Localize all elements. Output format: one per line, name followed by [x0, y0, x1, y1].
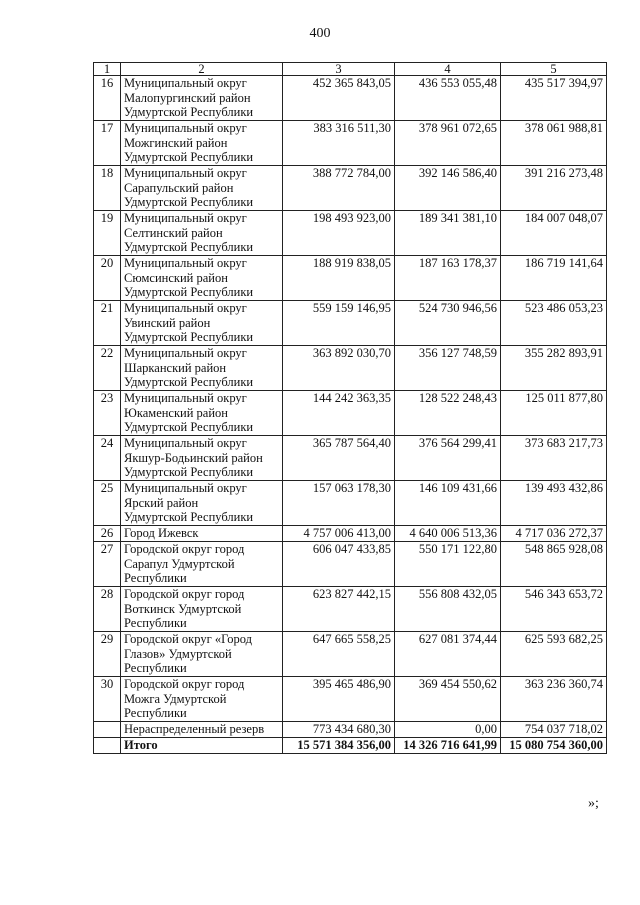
row-number: 29	[94, 632, 121, 677]
row-number: 27	[94, 542, 121, 587]
row-number: 17	[94, 121, 121, 166]
municipality-name-line: Муниципальный округ	[124, 391, 247, 405]
municipality-name	[121, 346, 283, 391]
amount-col-5: 373 683 217,73	[501, 436, 607, 481]
row-number: 30	[94, 677, 121, 722]
amount-col-5: 363 236 360,74	[501, 677, 607, 722]
municipality-name-line: Можгинский район	[124, 135, 228, 150]
row-number: 28	[94, 587, 121, 632]
municipality-name	[121, 391, 283, 436]
table-row	[94, 391, 607, 436]
municipality-name-line: Удмуртской Республики	[124, 240, 254, 254]
municipality-name-line: Юкаменский район	[124, 405, 228, 420]
row-number: 18	[94, 166, 121, 211]
municipality-name-line: Глазов» Удмуртской	[124, 646, 232, 661]
row-number: 19	[94, 211, 121, 256]
total-label: Итого	[121, 738, 283, 754]
amount-col-5: 378 061 988,81	[501, 121, 607, 166]
municipality-name-line: Удмуртской Республики	[124, 465, 254, 479]
amount-col-4: 376 564 299,41	[395, 436, 501, 481]
amount-col-4: 189 341 381,10	[395, 211, 501, 256]
amount-col-5: 391 216 273,48	[501, 166, 607, 211]
total-col-3: 15 571 384 356,00	[283, 738, 395, 754]
amount-col-4: 524 730 946,56	[395, 301, 501, 346]
municipality-name-line: Городской округ «Город	[124, 632, 252, 646]
municipality-name-line: Сарапул Удмуртской	[124, 556, 235, 571]
header-col-2: 2	[121, 63, 283, 76]
header-col-1: 1	[94, 63, 121, 76]
table-row	[94, 211, 607, 256]
municipality-name-line: Удмуртской Республики	[124, 105, 254, 119]
total-row	[94, 738, 607, 754]
municipality-name	[121, 526, 283, 542]
municipality-name-line: Городской округ город	[124, 587, 245, 601]
total-number-cell	[94, 738, 121, 754]
municipality-name	[121, 121, 283, 166]
table-body	[94, 76, 607, 738]
municipality-name	[121, 677, 283, 722]
amount-col-5: 125 011 877,80	[501, 391, 607, 436]
amount-col-3: 388 772 784,00	[283, 166, 395, 211]
table-row	[94, 526, 607, 542]
municipality-name	[121, 632, 283, 677]
total-col-4: 14 326 716 641,99	[395, 738, 501, 754]
amount-col-3: 647 665 558,25	[283, 632, 395, 677]
page-number: 400	[309, 26, 331, 41]
amount-col-4: 4 640 006 513,36	[395, 526, 501, 542]
amount-col-3: 773 434 680,30	[283, 722, 395, 738]
table-row	[94, 632, 607, 677]
closing-quote-mark: »;	[588, 796, 599, 811]
municipality-name-line: Республики	[124, 706, 187, 720]
amount-col-5: 548 865 928,08	[501, 542, 607, 587]
row-number: 16	[94, 76, 121, 121]
amount-col-3: 144 242 363,35	[283, 391, 395, 436]
municipality-name-line: Шарканский район	[124, 360, 227, 375]
municipality-name-line: Муниципальный округ	[124, 301, 247, 315]
municipality-name-line: Муниципальный округ	[124, 166, 247, 180]
municipality-name-line: Сарапульский район	[124, 180, 234, 195]
row-number	[94, 722, 121, 738]
municipality-name-line: Муниципальный округ	[124, 481, 247, 495]
header-col-5: 5	[501, 63, 607, 76]
municipality-name-line: Удмуртской Республики	[124, 375, 254, 389]
header-row	[94, 63, 607, 76]
municipality-name-line: Удмуртской Республики	[124, 330, 254, 344]
table-row	[94, 542, 607, 587]
municipality-name-line: Воткинск Удмуртской	[124, 601, 242, 616]
amount-col-5: 523 486 053,23	[501, 301, 607, 346]
table-row	[94, 587, 607, 632]
municipality-name-line: Муниципальный округ	[124, 256, 247, 270]
municipality-name-line: Город Ижевск	[124, 526, 199, 540]
amount-col-4: 356 127 748,59	[395, 346, 501, 391]
amount-col-4: 627 081 374,44	[395, 632, 501, 677]
municipality-name-line: Сюмсинский район	[124, 270, 228, 285]
municipality-name-line: Малопургинский район	[124, 90, 251, 105]
municipality-name	[121, 301, 283, 346]
amount-col-4: 0,00	[395, 722, 501, 738]
amount-col-5: 754 037 718,02	[501, 722, 607, 738]
table-row	[94, 166, 607, 211]
municipality-name-line: Муниципальный округ	[124, 346, 247, 360]
amount-col-3: 198 493 923,00	[283, 211, 395, 256]
table-row	[94, 76, 607, 121]
amount-col-3: 365 787 564,40	[283, 436, 395, 481]
municipality-name-line: Муниципальный округ	[124, 211, 247, 225]
municipality-name-line: Якшур-Бодьинский район	[124, 450, 263, 465]
row-number: 24	[94, 436, 121, 481]
header-col-4: 4	[395, 63, 501, 76]
municipality-name	[121, 256, 283, 301]
amount-col-3: 395 465 486,90	[283, 677, 395, 722]
table-row	[94, 722, 607, 738]
amount-col-3: 188 919 838,05	[283, 256, 395, 301]
amount-col-4: 392 146 586,40	[395, 166, 501, 211]
table-row	[94, 436, 607, 481]
municipality-name-line: Селтинский район	[124, 225, 223, 240]
municipality-name-line: Удмуртской Республики	[124, 285, 254, 299]
municipality-name-line: Увинский район	[124, 315, 211, 330]
table-row	[94, 677, 607, 722]
municipality-name-line: Городской округ город	[124, 542, 245, 556]
amount-col-4: 146 109 431,66	[395, 481, 501, 526]
amount-col-3: 157 063 178,30	[283, 481, 395, 526]
amount-col-5: 435 517 394,97	[501, 76, 607, 121]
municipality-name	[121, 481, 283, 526]
amount-col-3: 4 757 006 413,00	[283, 526, 395, 542]
amount-col-5: 139 493 432,86	[501, 481, 607, 526]
municipality-name	[121, 76, 283, 121]
municipality-name	[121, 436, 283, 481]
municipality-name-line: Удмуртской Республики	[124, 510, 254, 524]
amount-col-3: 606 047 433,85	[283, 542, 395, 587]
amount-col-4: 369 454 550,62	[395, 677, 501, 722]
municipality-name-line: Республики	[124, 616, 187, 630]
municipality-name	[121, 166, 283, 211]
municipality-name-line: Ярский район	[124, 495, 199, 510]
amount-col-5: 625 593 682,25	[501, 632, 607, 677]
municipality-name-line: Муниципальный округ	[124, 121, 247, 135]
amount-col-4: 187 163 178,37	[395, 256, 501, 301]
municipality-name-line: Республики	[124, 571, 187, 585]
municipality-name-line: Республики	[124, 661, 187, 675]
amount-col-4: 378 961 072,65	[395, 121, 501, 166]
amount-col-3: 623 827 442,15	[283, 587, 395, 632]
amount-col-5: 546 343 653,72	[501, 587, 607, 632]
amount-col-4: 550 171 122,80	[395, 542, 501, 587]
table-row	[94, 301, 607, 346]
table-row	[94, 256, 607, 301]
row-number: 20	[94, 256, 121, 301]
amount-col-3: 363 892 030,70	[283, 346, 395, 391]
total-col-5: 15 080 754 360,00	[501, 738, 607, 754]
row-number: 22	[94, 346, 121, 391]
row-number: 25	[94, 481, 121, 526]
table-row	[94, 481, 607, 526]
amount-col-3: 452 365 843,05	[283, 76, 395, 121]
municipality-name-line: Удмуртской Республики	[124, 420, 254, 434]
municipality-name-line: Городской округ город	[124, 677, 245, 691]
municipality-name	[121, 722, 283, 738]
row-number: 21	[94, 301, 121, 346]
row-number: 26	[94, 526, 121, 542]
amount-col-5: 355 282 893,91	[501, 346, 607, 391]
amount-col-3: 559 159 146,95	[283, 301, 395, 346]
municipality-name-line: Можга Удмуртской	[124, 691, 227, 706]
amount-col-3: 383 316 511,30	[283, 121, 395, 166]
municipality-name	[121, 211, 283, 256]
amount-col-4: 436 553 055,48	[395, 76, 501, 121]
municipality-name-line: Муниципальный округ	[124, 76, 247, 90]
row-number: 23	[94, 391, 121, 436]
municipality-name-line: Муниципальный округ	[124, 436, 247, 450]
budget-table	[93, 62, 607, 754]
amount-col-5: 186 719 141,64	[501, 256, 607, 301]
amount-col-4: 128 522 248,43	[395, 391, 501, 436]
municipality-name	[121, 587, 283, 632]
municipality-name-line: Нераспределенный резерв	[124, 722, 265, 736]
header-col-3: 3	[283, 63, 395, 76]
table-row	[94, 121, 607, 166]
amount-col-5: 4 717 036 272,37	[501, 526, 607, 542]
amount-col-5: 184 007 048,07	[501, 211, 607, 256]
municipality-name-line: Удмуртской Республики	[124, 195, 254, 209]
municipality-name-line: Удмуртской Республики	[124, 150, 254, 164]
municipality-name	[121, 542, 283, 587]
table-row	[94, 346, 607, 391]
amount-col-4: 556 808 432,05	[395, 587, 501, 632]
